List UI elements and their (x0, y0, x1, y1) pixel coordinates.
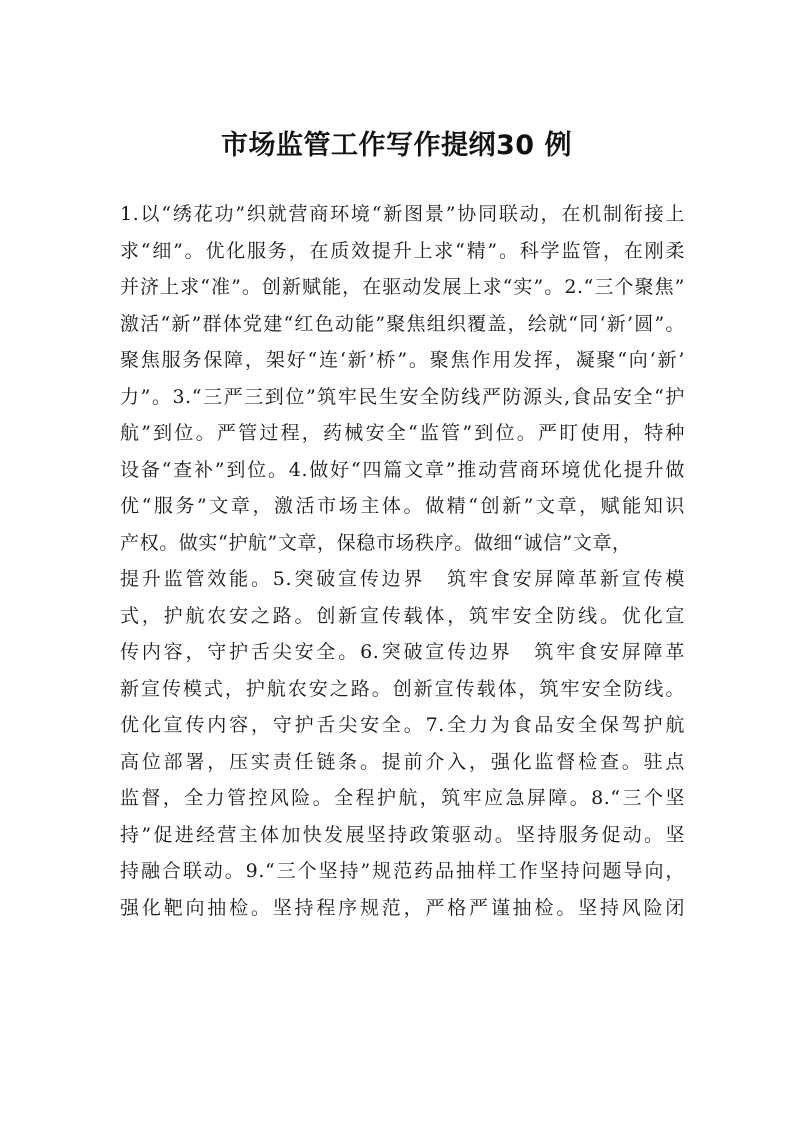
document-body (120, 196, 685, 926)
body-line: 聚焦服务保障，架好“连‘新’桥”。聚焦作用发挥，凝聚“向‘新’ (120, 349, 685, 371)
document-title: 市场监管工作写作提纲30 例 (221, 130, 572, 161)
body-line: 新宣传模式，护航农安之路。创新宣传载体，筑牢安全防线。 (120, 677, 685, 700)
body-line: 传内容，守护舌尖安全。6.突破宣传边界 筑牢食安屏障革 (120, 641, 685, 663)
body-line: 1.以“绣花功”织就营商环境“新图景”协同联动，在机制衔接上 (120, 203, 685, 225)
body-line: 力”。3.“三严三到位”筑牢民生安全防线严防源头,食品安全“护 (120, 385, 685, 408)
body-line: 持”促进经营主体加快发展坚持政策驱动。坚持服务促动。坚 (120, 823, 685, 846)
body-line: 求“细”。优化服务，在质效提升上求“精”。科学监管，在刚柔 (120, 239, 685, 262)
body-line: 优化宣传内容，守护舌尖安全。7.全力为食品安全保驾护航 (120, 714, 685, 736)
body-line: 强化靶向抽检。坚持程序规范，严格严谨抽检。坚持风险闭 (120, 896, 685, 919)
body-line: 产权。做实“护航”文章，保稳市场秩序。做细“诚信”文章， (120, 531, 632, 554)
body-line: 航”到位。严管过程，药械安全“监管”到位。严盯使用，特种 (120, 422, 685, 444)
body-line: 监督，全力管控风险。全程护航，筑牢应急屏障。8.“三个坚 (120, 787, 685, 809)
body-line: 式，护航农安之路。创新宣传载体，筑牢安全防线。优化宣 (120, 604, 685, 627)
body-line: 并济上求“准”。创新赋能，在驱动发展上求“实”。2.“三个聚焦” (120, 276, 685, 298)
body-line: 提升监管效能。5.突破宣传边界 筑牢食安屏障革新宣传模 (120, 568, 685, 590)
body-line: 激活“新”群体党建“红色动能”聚焦组织覆盖，绘就“同‘新’圆”。 (120, 312, 685, 335)
body-line: 高位部署，压实责任链条。提前介入，强化监督检查。驻点 (120, 750, 685, 773)
body-line: 优“服务”文章，激活市场主体。做精“创新”文章，赋能知识 (120, 495, 685, 517)
body-line: 设备“查补”到位。4.做好“四篇文章”推动营商环境优化提升做 (120, 458, 685, 481)
body-line: 持融合联动。9.“三个坚持”规范药品抽样工作坚持问题导向， (120, 860, 685, 882)
